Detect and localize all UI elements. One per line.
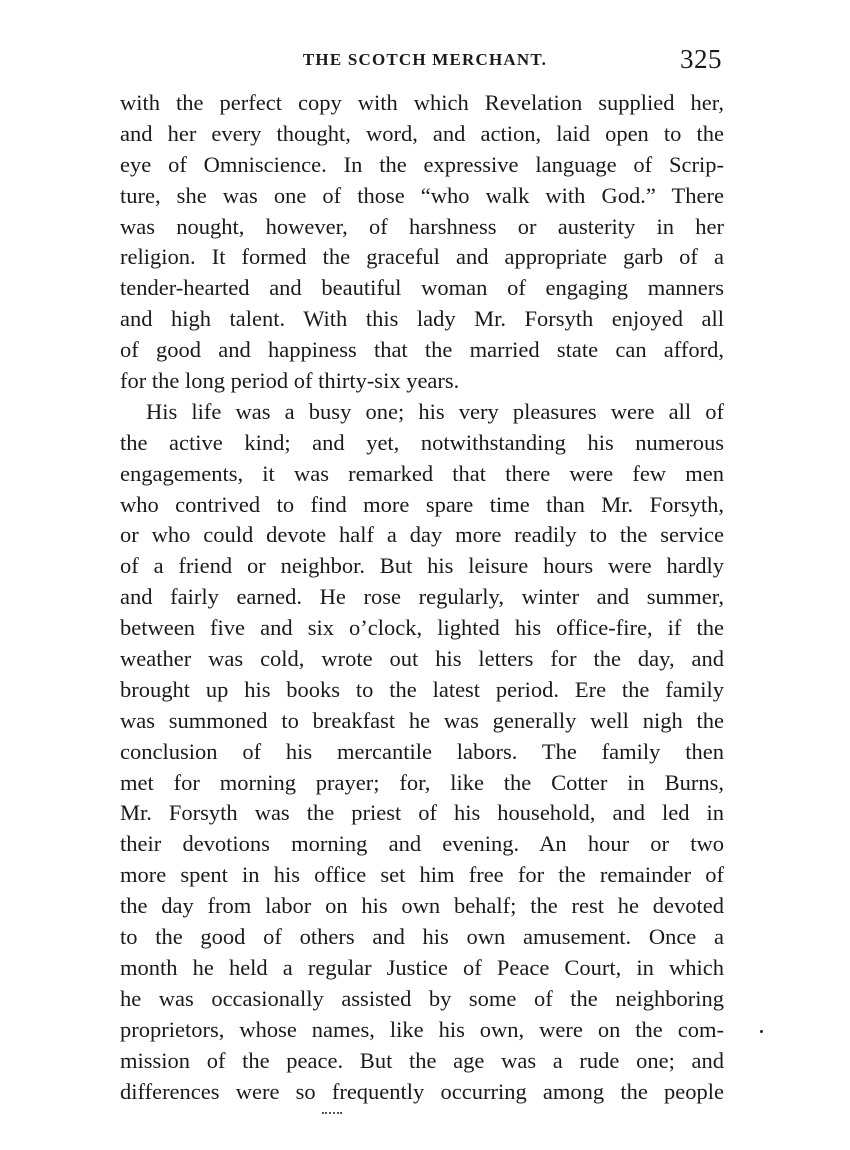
body-text xyxy=(120,88,724,1107)
text-line: and her every thought, word, and action, laid open to the xyxy=(120,120,724,146)
paragraph xyxy=(120,397,724,1107)
text-line: eye of Omniscience. In the expressive language of Scrip- xyxy=(120,151,724,177)
text-line: weather was cold, wrote out his letters for the day, and xyxy=(120,646,724,672)
text-line: between five and six o’clock, lighted his office-fire, if the xyxy=(120,615,724,641)
text-line: and high talent. With this lady Mr. Forsyth enjoyed all xyxy=(120,306,724,332)
text-line: for the long period of thirty-six years. xyxy=(120,368,460,394)
text-line: tender-hearted and beautiful woman of engaging manners xyxy=(120,275,724,301)
signature-mark xyxy=(322,1112,342,1116)
text-line: and fairly earned. He rose regularly, winter and summer, xyxy=(120,584,724,610)
text-line: ture, she was one of those “who walk with God.” There xyxy=(120,182,724,208)
text-line: of a friend or neighbor. But his leisure hours were hardly xyxy=(120,553,724,579)
text-line: with the perfect copy with which Revelation supplied her, xyxy=(120,90,724,115)
text-line: was nought, however, of harshness or austerity in her xyxy=(120,213,724,239)
running-head xyxy=(120,44,730,78)
text-line: mission of the peace. But the age was a rude one; and xyxy=(120,1047,724,1073)
print-speck xyxy=(760,1030,763,1033)
text-line: the day from labor on his own behalf; the rest he devoted xyxy=(120,893,724,919)
text-line: the active kind; and yet, notwithstanding his numerous xyxy=(120,429,724,455)
paragraph xyxy=(120,88,724,397)
text-line: month he held a regular Justice of Peace Court, in which xyxy=(120,954,724,980)
text-line: proprietors, whose names, like his own, were on the com- xyxy=(120,1016,724,1042)
text-line: or who could devote half a day more readily to the service xyxy=(120,522,724,548)
text-line: engagements, it was remarked that there were few men xyxy=(120,460,724,486)
text-line: conclusion of his mercantile labors. The family then xyxy=(120,738,724,764)
text-line: he was occasionally assisted by some of the neighboring xyxy=(120,985,724,1011)
text-line: religion. It formed the graceful and appropriate garb of a xyxy=(120,244,724,270)
text-line: brought up his books to the latest period. Ere the family xyxy=(120,676,724,702)
text-line: to the good of others and his own amusement. Once a xyxy=(120,924,724,950)
text-line: their devotions morning and evening. An hour or two xyxy=(120,831,724,857)
text-line: His life was a busy one; his very pleasures were all of xyxy=(146,398,724,424)
text-line: met for morning prayer; for, like the Cotter in Burns, xyxy=(120,769,724,795)
text-line: was summoned to breakfast he was generally well nigh the xyxy=(120,707,724,733)
page-number: 325 xyxy=(680,44,722,74)
running-title: THE SCOTCH MERCHANT. xyxy=(302,50,548,69)
text-line: who contrived to find more spare time than Mr. Forsyth, xyxy=(120,491,724,517)
text-line: of good and happiness that the married state can afford, xyxy=(120,337,724,363)
text-line: Mr. Forsyth was the priest of his household, and led in xyxy=(120,800,724,826)
text-line: differences were so frequently occurring among the people xyxy=(120,1078,724,1104)
text-line: more spent in his office set him free for the remainder of xyxy=(120,862,724,888)
